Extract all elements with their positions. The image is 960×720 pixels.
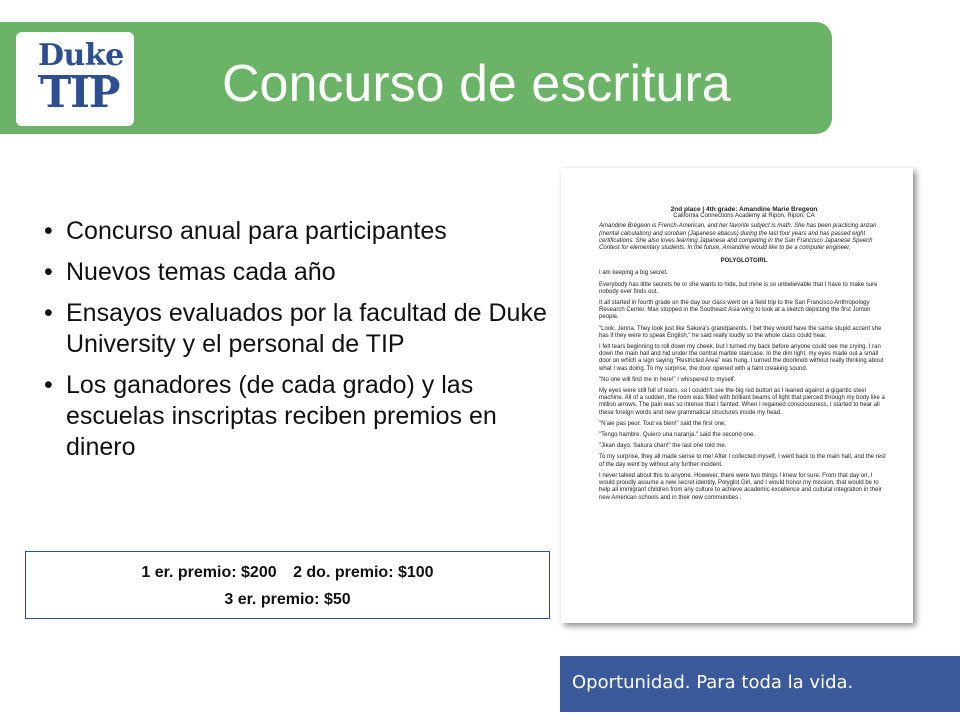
essay-paragraph: My eyes were still full of tears, so I couldn't see the big red button as I leaned against a gigantic steel machine. All of a sudden, the room was filled with brilliant beams of light that pierced through my body like a million arrows. The pain was so intense that I fainted. When I regained consciousness, I started to hear all these foreign words and new grammatical structures inside my head.	[599, 388, 885, 416]
bullet-item	[44, 216, 564, 247]
bullet-text: Ensayos evaluados por la facultad de Duke University y el personal de TIP	[66, 299, 547, 358]
logo-tip-text: TIP	[40, 68, 120, 117]
essay-paragraph: Everybody has little secrets he or she wants to hide, but mine is so unbelievable that I have to make sure nobody ever finds out.	[599, 281, 878, 295]
bullet-item	[44, 257, 564, 288]
essay-title: POLYGLOTGIRL	[720, 258, 768, 265]
third-prize: 3 er. premio: $50	[224, 591, 351, 608]
essay-paragraph: "Look, Jenna. They look just like Sakura's grandparents. I bet they would have the same stupid accent she has if they were to speak English," he said really loudly so the whole class could hear.	[599, 325, 882, 339]
essay-paragraph: It all started in fourth grade on the day our class went on a field trip to the San Francisco Anthropology Research Center. Max stopped in the Southeast Asia wing to look at a sketch depicting the first Jomon people.	[599, 300, 871, 321]
duke-tip-logo	[16, 32, 134, 126]
bullet-item	[44, 370, 564, 463]
second-prize: 2 do. premio: $100	[293, 564, 434, 581]
prize-box	[25, 551, 550, 619]
bullet-text: Nuevos temas cada año	[66, 258, 336, 286]
footer-tagline: Oportunidad. Para toda la vida.	[572, 672, 854, 693]
essay-paragraph: "Tengo hambre. Quiero una naranja." said the second one.	[599, 432, 756, 439]
essay-paragraph: "No one will find me in here!" I whispered to myself.	[599, 376, 736, 383]
logo-duke-text: Duke	[38, 38, 124, 73]
bullet-text: Concurso anual para participantes	[66, 217, 447, 245]
essay-paragraph: "N'aie pas peur. Tout va bien!" said the first one.	[599, 420, 727, 427]
essay-page-image	[561, 168, 913, 623]
bullet-list	[44, 216, 564, 473]
essay-paragraph: I felt tears beginning to roll down my cheek, but I turned my back before anyone could see me crying. I ran down the main hall and hid under the central marble staircase. In the dim light, my eyes made out a small door on which a sign saying "Restricted Area" was hung. I turned the doorknob without really thinking about what I was doing. To my surprise, the door opened with a faint creaking sound.	[599, 344, 884, 372]
bullet-text: Los ganadores (de cada grado) y las escuelas inscriptas reciben premios en dinero	[66, 371, 497, 461]
essay-paragraph: I am keeping a big secret.	[599, 270, 668, 277]
bullet-item	[44, 298, 564, 360]
footer-bar	[560, 656, 960, 712]
prize-line-1	[26, 564, 549, 582]
essay-paragraph: "Jikan dayo, Sakura chan!" the last one told me.	[599, 443, 727, 450]
essay-heading: 2nd place | 4th grade: Amandine Marie Bregeon	[670, 206, 818, 213]
bullet-dot-icon: •	[44, 371, 53, 399]
prize-line-2	[26, 591, 549, 609]
essay-paragraph: I never talked about this to anyone. However, there were two things I knew for sure: From that day on, I would proudly assume a new secret identity, Polyglot Girl, and I would honor my mission, that would be to help all immigrant children from any culture to achieve academic excellence and cultural integration in their new American schools and in their new communities .	[599, 472, 882, 501]
essay-subheading: California Connections Academy at Ripon, Ripon, CA	[673, 213, 815, 220]
bullet-dot-icon: •	[44, 217, 53, 245]
essay-paragraph: To my surprise, they all made sense to me! After I collected myself, I went back to the main hall, and the rest of the day went by without any further incident.	[599, 454, 886, 468]
first-prize: 1 er. premio: $200	[141, 564, 277, 581]
bullet-dot-icon: •	[44, 258, 53, 286]
slide-title: Concurso de escritura	[222, 55, 731, 113]
essay-intro: Amandine Brégeon is French-American, and her favorite subject is math. She has been practicing anzan (mental calculation) and soroban (Japanese abacus) during the last four years and has passed eight certifications. She also loves learning Japanese and competing in the San Francisco Japanese Speech Contest for elementary students. In the future, Amandine would like to be a computer engineer.	[599, 223, 877, 252]
bullet-dot-icon: •	[44, 299, 53, 327]
